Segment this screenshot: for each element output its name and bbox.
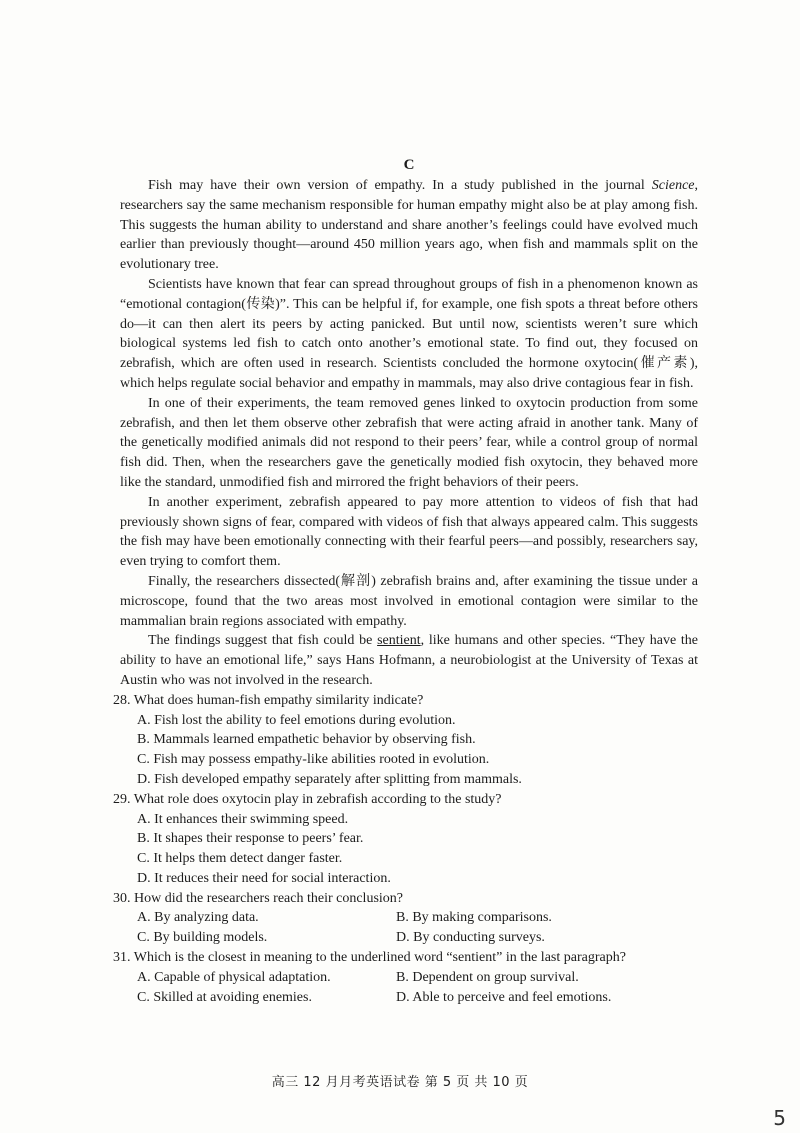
paragraph-1-after: , researchers say the same mechanism responsible for human empathy might also be at play among fish. This suggests the human ability to understand and share another’s feelings could have evolved much earlier than previously thought—around 450 million years ago, when fish and mammals split on the evolutionary tree. bbox=[120, 178, 698, 273]
question-28 bbox=[113, 691, 698, 790]
question-30-row-1 bbox=[137, 908, 698, 928]
question-28-option-b: B. Mammals learned empathetic behavior by observing fish. bbox=[137, 732, 476, 748]
question-31 bbox=[113, 948, 698, 1007]
paragraph-1-before: Fish may have their own version of empathy. In a study published in the journal bbox=[148, 178, 652, 193]
page-number: 5 bbox=[773, 1106, 786, 1130]
section-title: C bbox=[403, 157, 415, 173]
question-30 bbox=[113, 889, 698, 948]
journal-name: Science bbox=[651, 178, 695, 193]
question-31-option-a: A. Capable of physical adaptation. bbox=[137, 969, 331, 985]
question-31-stem: 31. Which is the closest in meaning to the underlined word “sentient” in the last paragraph? bbox=[113, 950, 626, 966]
question-31-row-2 bbox=[137, 988, 698, 1008]
exam-page bbox=[113, 156, 698, 1007]
paragraph-4: In another experiment, zebrafish appeared to pay more attention to videos of fish that had previously shown signs of fear, compared with videos of fish that always appeared calm. This suggests the fish may have been emotionally connecting with their fearful peers—and possibly, researchers say, even trying to comfort them. bbox=[120, 494, 698, 570]
question-29-option-d: D. It reduces their need for social interaction. bbox=[137, 870, 391, 886]
paragraph-2: Scientists have known that fear can spread throughout groups of fish in a phenomenon known as “emotional contagion(传染)”. This can be helpful if, for example, one fish spots a threat before others do—it can then alert its peers by acting panicked. But until now, scientists weren’t sure which biological systems led fish to catch onto another’s emotional state. To find out, they focused on zebrafish, which are often used in research. Scientists concluded the hormone oxytocin(催产素), which helps regulate social behavior and empathy in mammals, may also drive contagious fear in fish. bbox=[120, 276, 698, 391]
question-29 bbox=[113, 790, 698, 889]
question-30-option-c: C. By building models. bbox=[137, 930, 268, 946]
question-31-option-c: C. Skilled at avoiding enemies. bbox=[137, 989, 312, 1005]
question-30-stem: 30. How did the researchers reach their conclusion? bbox=[113, 890, 403, 906]
paragraph-1 bbox=[120, 176, 698, 275]
paragraph-6 bbox=[120, 631, 698, 690]
question-29-option-a: A. It enhances their swimming speed. bbox=[137, 811, 349, 827]
paragraph-3: In one of their experiments, the team removed genes linked to oxytocin production from some zebrafish, and then let them observe other zebrafish that were acting afraid in another tank. Many of the genetically modified animals did not respond to their peers’ fear, while a control group of normal fish did. Then, when the researchers gave the genetically modied fish oxytocin, they behaved more like the standard, unmodified fish and mirrored the fright behaviors of their peers. bbox=[120, 395, 698, 490]
underlined-word: sentient bbox=[377, 633, 421, 649]
question-29-option-c: C. It helps them detect danger faster. bbox=[137, 851, 343, 867]
paragraph-6-before: The findings suggest that fish could be bbox=[148, 633, 378, 649]
question-28-option-a: A. Fish lost the ability to feel emotions during evolution. bbox=[137, 712, 456, 728]
question-31-row-1 bbox=[137, 968, 698, 988]
question-28-option-d: D. Fish developed empathy separately after splitting from mammals. bbox=[137, 771, 522, 787]
question-30-row-2 bbox=[137, 928, 698, 948]
question-31-option-b: B. Dependent on group survival. bbox=[396, 969, 579, 985]
question-31-option-d: D. Able to perceive and feel emotions. bbox=[396, 989, 612, 1005]
paragraph-5: Finally, the researchers dissected(解剖) zebrafish brains and, after examining the tissue under a microscope, found that the two areas most involved in emotional contagion were similar to the mammalian brain regions associated with empathy. bbox=[120, 573, 698, 629]
question-30-option-d: D. By conducting surveys. bbox=[396, 930, 545, 946]
page-footer: 高三 12 月月考英语试卷 第 5 页 共 10 页 bbox=[271, 1075, 529, 1090]
question-28-stem: 28. What does human-fish empathy similarity indicate? bbox=[113, 692, 424, 708]
question-28-option-c: C. Fish may possess empathy-like abilities rooted in evolution. bbox=[137, 752, 490, 768]
question-29-option-b: B. It shapes their response to peers’ fear. bbox=[137, 831, 364, 847]
questions bbox=[113, 691, 698, 1008]
question-30-option-b: B. By making comparisons. bbox=[396, 910, 552, 926]
question-29-stem: 29. What role does oxytocin play in zebrafish according to the study? bbox=[113, 791, 502, 807]
question-30-option-a: A. By analyzing data. bbox=[137, 910, 259, 926]
paragraph-6-after: , like humans and other species. “They have the ability to have an emotional life,” says Hans Hofmann, a neurobiologist at the University of Texas at Austin who was not involved in the research. bbox=[120, 633, 698, 688]
